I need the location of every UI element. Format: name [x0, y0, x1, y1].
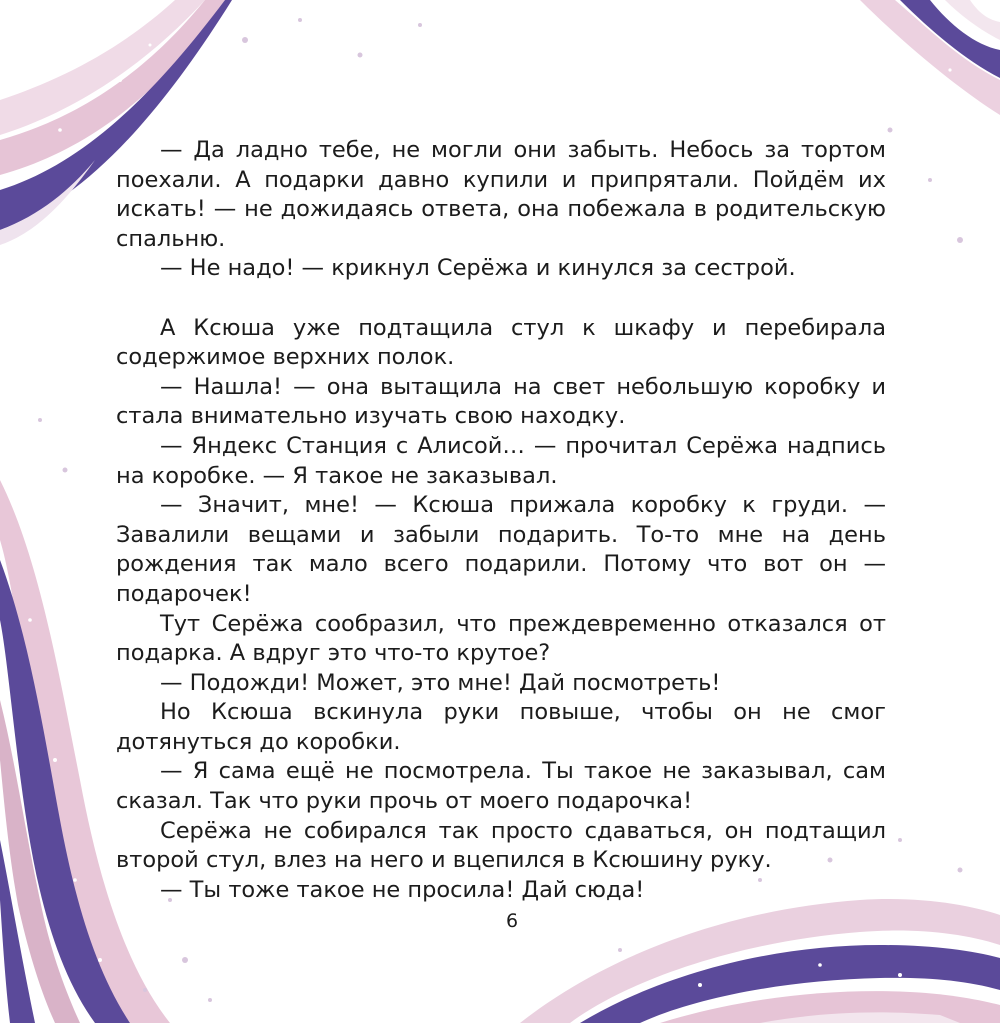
paragraph: — Яндекс Станция с Алисой… — прочитал Серёжа надпись на коробке. — Я такое не заказывал.	[116, 432, 886, 489]
paragraph-gap	[116, 284, 886, 314]
paragraph: Серёжа не собирался так просто сдаваться, он подтащил второй стул, влез на него и вцепился в Ксюшину руку.	[116, 817, 886, 874]
story-text	[116, 136, 886, 905]
paragraph: — Значит, мне! — Ксюша прижала коробку к груди. — Завалили вещами и забыли подарить. То-то мне на день рождения так мало всего подарили. Потому что вот он — подарочек!	[116, 492, 886, 607]
paragraph: — Да ладно тебе, не могли они забыть. Небось за тортом поехали. А подарки давно купили и припрятали. Пойдём их искать! — не дожидаясь ответа, она побежала в родительскую спальню.	[116, 137, 886, 252]
paragraph: — Ты тоже такое не просила! Дай сюда!	[160, 876, 645, 903]
paragraph: — Нашла! — она вытащила на свет небольшую коробку и стала внимательно изучать свою находку.	[116, 373, 886, 430]
paragraph: А Ксюша уже подтащила стул к шкафу и перебирала содержимое верхних полок.	[116, 314, 886, 371]
paragraph: — Подожди! Может, это мне! Дай посмотреть!	[160, 669, 721, 696]
paragraph: — Не надо! — крикнул Серёжа и кинулся за сестрой.	[160, 255, 796, 282]
paragraph: Тут Серёжа сообразил, что преждевременно отказался от подарка. А вдруг это что-то крутое?	[116, 610, 886, 667]
paragraph: Но Ксюша вскинула руки повыше, чтобы он не смог дотянуться до коробки.	[116, 699, 886, 755]
paragraph: — Я сама ещё не посмотрела. Ты такое не заказывал, сам сказал. Так что руки прочь от моего подарочка!	[116, 758, 886, 815]
page-number: 6	[505, 910, 519, 932]
